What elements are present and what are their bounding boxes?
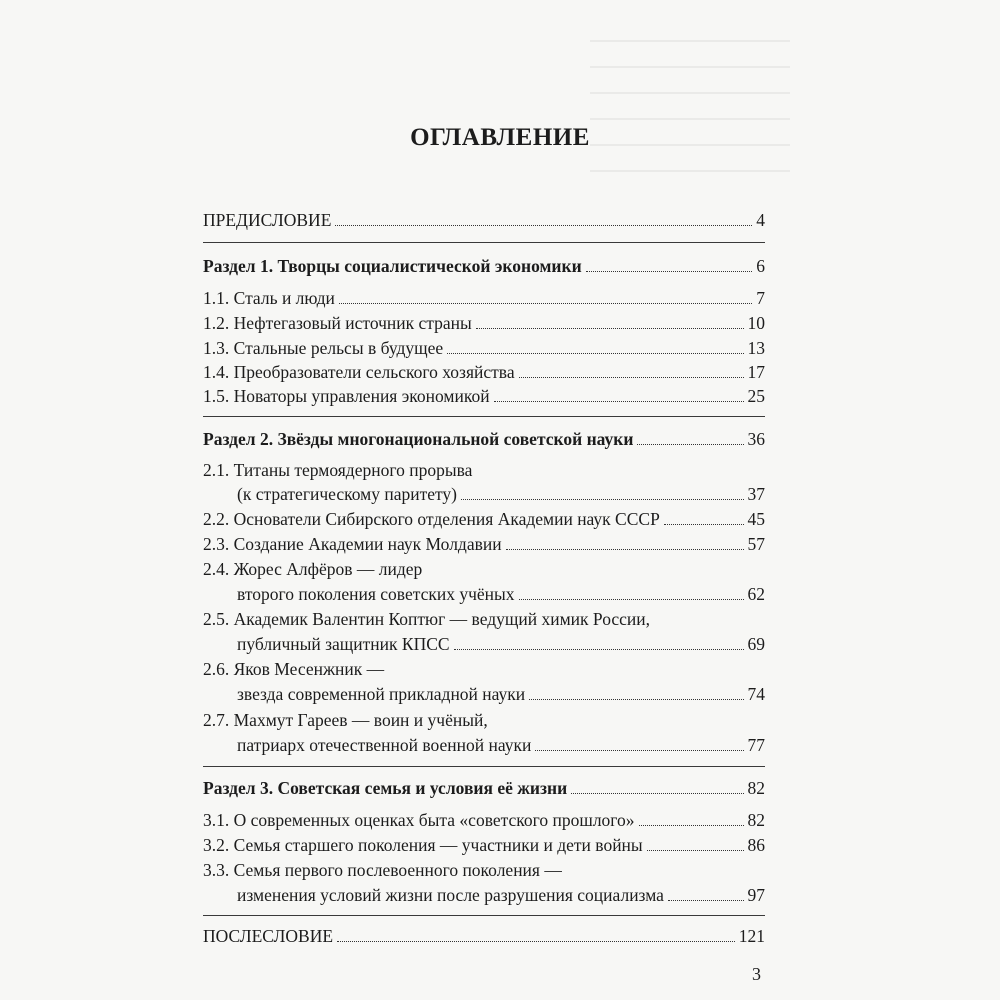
toc-page-number: 69 bbox=[747, 634, 765, 654]
toc-entry-continuation[interactable] bbox=[237, 630, 765, 656]
toc-entry-text: О современных оценках быта «советского прошлого» bbox=[233, 810, 635, 830]
toc-entry-number: 3.3. bbox=[203, 860, 230, 880]
leader-dots bbox=[339, 303, 752, 304]
toc-entry-number: 3.1. bbox=[203, 810, 230, 830]
toc-page-number: 7 bbox=[756, 288, 765, 308]
toc-page-number: 121 bbox=[738, 926, 765, 946]
toc-entry-preface[interactable] bbox=[203, 206, 765, 232]
toc-entry-text: ПОСЛЕСЛОВИЕ bbox=[203, 926, 334, 946]
toc-section-3[interactable] bbox=[203, 774, 765, 800]
toc-entry[interactable] bbox=[203, 309, 765, 335]
toc-entry-text: публичный защитник КПСС bbox=[237, 634, 450, 654]
toc-entry[interactable] bbox=[203, 806, 765, 832]
toc-entry-continuation[interactable] bbox=[237, 881, 765, 907]
leader-dots bbox=[447, 353, 743, 354]
toc-entry-text: Нефтегазовый источник страны bbox=[233, 313, 472, 333]
toc-page-number: 86 bbox=[747, 835, 765, 855]
toc-entry-continuation[interactable] bbox=[237, 731, 765, 757]
toc-entry-text: Стальные рельсы в будущее bbox=[233, 338, 444, 358]
toc-entry[interactable] bbox=[203, 382, 765, 408]
leader-dots bbox=[571, 793, 743, 794]
leader-dots bbox=[664, 524, 744, 525]
leader-dots bbox=[335, 225, 752, 226]
toc-entry-text: Преобразователи сельского хозяйства bbox=[233, 362, 515, 382]
toc-entry[interactable] bbox=[203, 856, 765, 882]
leader-dots bbox=[529, 699, 743, 700]
toc-entry[interactable] bbox=[203, 530, 765, 556]
toc-entry-text: изменения условий жизни после разрушения социализма bbox=[237, 885, 664, 905]
toc-entry-text: Сталь и люди bbox=[233, 288, 335, 308]
toc-entry-text: звезда современной прикладной науки bbox=[237, 684, 526, 704]
divider bbox=[203, 416, 765, 417]
toc-entry-text: Академик Валентин Коптюг — ведущий химик России, bbox=[233, 609, 651, 629]
toc-entry[interactable] bbox=[203, 605, 765, 631]
toc-entry-number: 3.2. bbox=[203, 835, 230, 855]
toc-entry-text: (к стратегическому паритету) bbox=[237, 484, 458, 504]
toc-page-number: 36 bbox=[747, 429, 765, 449]
leader-dots bbox=[337, 941, 735, 942]
toc-entry-number: 2.1. bbox=[203, 460, 230, 480]
leader-dots bbox=[535, 750, 743, 751]
toc-entry-number: 1.1. bbox=[203, 288, 230, 308]
toc-section-title: Раздел 2. Звёзды многонациональной советской науки bbox=[203, 429, 634, 449]
toc-entry-text: Семья первого послевоенного поколения — bbox=[233, 860, 562, 880]
leader-dots bbox=[476, 328, 744, 329]
toc-entry-text: второго поколения советских учёных bbox=[237, 584, 515, 604]
toc-page-number: 57 bbox=[747, 534, 765, 554]
toc-entry[interactable] bbox=[203, 655, 765, 681]
toc-entry[interactable] bbox=[203, 555, 765, 581]
toc-entry-number: 1.3. bbox=[203, 338, 230, 358]
toc-entry-number: 2.4. bbox=[203, 559, 230, 579]
divider bbox=[203, 242, 765, 243]
toc-page-number: 82 bbox=[747, 778, 765, 798]
toc-entry-text: Жорес Алфёров — лидер bbox=[233, 559, 423, 579]
toc-entry-continuation[interactable] bbox=[237, 580, 765, 606]
leader-dots bbox=[586, 271, 753, 272]
leader-dots bbox=[637, 444, 743, 445]
toc-page-number: 37 bbox=[747, 484, 765, 504]
toc-entry-text: Яков Месенжник — bbox=[233, 659, 385, 679]
leader-dots bbox=[494, 401, 744, 402]
toc-entry-number: 2.2. bbox=[203, 509, 230, 529]
toc-entry-text: ПРЕДИСЛОВИЕ bbox=[203, 210, 332, 230]
toc-page-number: 62 bbox=[747, 584, 765, 604]
toc-entry-continuation[interactable] bbox=[237, 480, 765, 506]
toc-page-number: 74 bbox=[747, 684, 765, 704]
leader-dots bbox=[519, 377, 744, 378]
toc-page-number: 25 bbox=[747, 386, 765, 406]
leader-dots bbox=[639, 825, 744, 826]
toc-entry-number: 1.5. bbox=[203, 386, 230, 406]
toc-entry[interactable] bbox=[203, 831, 765, 857]
leader-dots bbox=[461, 499, 743, 500]
leader-dots bbox=[454, 649, 744, 650]
leader-dots bbox=[519, 599, 744, 600]
toc-entry[interactable] bbox=[203, 456, 765, 482]
toc-entry-afterword[interactable] bbox=[203, 922, 765, 948]
toc-page-number: 10 bbox=[747, 313, 765, 333]
toc-section-title: Раздел 3. Советская семья и условия её жизни bbox=[203, 778, 568, 798]
toc-entry-number: 2.6. bbox=[203, 659, 230, 679]
toc-page-number: 82 bbox=[747, 810, 765, 830]
toc-entry-text: Семья старшего поколения — участники и дети войны bbox=[233, 835, 643, 855]
toc-entry-text: Основатели Сибирского отделения Академии наук СССР bbox=[233, 509, 660, 529]
leader-dots bbox=[668, 900, 744, 901]
toc-section-2[interactable] bbox=[203, 425, 765, 451]
bleed-through-texture bbox=[590, 40, 790, 180]
leader-dots bbox=[647, 850, 744, 851]
toc-entry[interactable] bbox=[203, 505, 765, 531]
toc-section-1[interactable] bbox=[203, 252, 765, 278]
toc-entry-text: Титаны термоядерного прорыва bbox=[233, 460, 473, 480]
toc-entry-number: 1.2. bbox=[203, 313, 230, 333]
toc-entry-number: 1.4. bbox=[203, 362, 230, 382]
toc-page-number: 77 bbox=[747, 735, 765, 755]
toc-entry-text: Создание Академии наук Молдавии bbox=[233, 534, 502, 554]
toc-entry-number: 2.5. bbox=[203, 609, 230, 629]
toc-page-number: 45 bbox=[747, 509, 765, 529]
divider bbox=[203, 915, 765, 916]
divider bbox=[203, 766, 765, 767]
page-number: 3 bbox=[752, 964, 761, 984]
leader-dots bbox=[506, 549, 744, 550]
toc-entry[interactable] bbox=[203, 706, 765, 732]
toc-section-title: Раздел 1. Творцы социалистической экономики bbox=[203, 256, 582, 276]
toc-page-number: 17 bbox=[747, 362, 765, 382]
toc-entry-number: 2.3. bbox=[203, 534, 230, 554]
toc-entry-number: 2.7. bbox=[203, 710, 230, 730]
toc-page-number: 6 bbox=[756, 256, 765, 276]
page-title: ОГЛАВЛЕНИЕ bbox=[410, 124, 590, 151]
toc-entry-text: Новаторы управления экономикой bbox=[233, 386, 490, 406]
toc-entry-text: Махмут Гареев — воин и учёный, bbox=[233, 710, 488, 730]
toc-entry[interactable] bbox=[203, 358, 765, 384]
toc-page-number: 13 bbox=[747, 338, 765, 358]
toc-entry-text: патриарх отечественной военной науки bbox=[237, 735, 532, 755]
toc-page-number: 4 bbox=[756, 210, 765, 230]
toc-entry[interactable] bbox=[203, 334, 765, 360]
toc-page-number: 97 bbox=[747, 885, 765, 905]
toc-entry-continuation[interactable] bbox=[237, 680, 765, 706]
toc-entry[interactable] bbox=[203, 284, 765, 310]
